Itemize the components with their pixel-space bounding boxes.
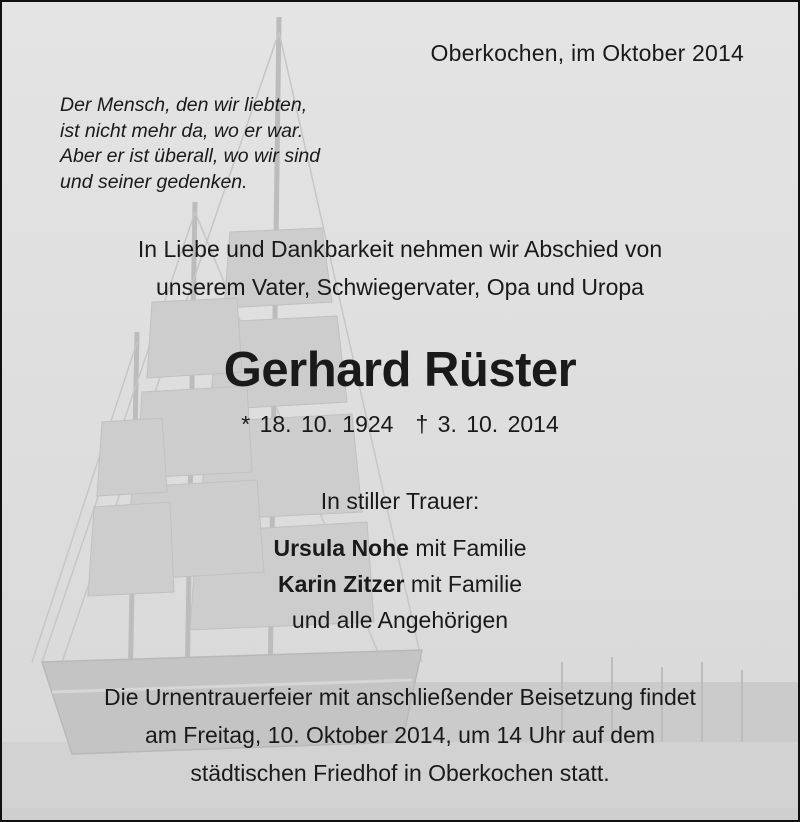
bottom-band <box>2 808 798 820</box>
mourners-list <box>2 530 798 638</box>
poem-line: ist nicht mehr da, wo er war. <box>60 119 304 142</box>
intro-line: In Liebe und Dankbarkeit nehmen wir Abschied von <box>137 236 663 262</box>
death-date: † 3. 10. 2014 <box>415 411 559 437</box>
ceremony-info <box>2 678 798 792</box>
mourners-closing: und alle Angehörigen <box>291 607 509 633</box>
ceremony-line: Die Urnentrauerfeier mit anschließender Beisetzung findet <box>104 684 696 710</box>
mourner-suffix: mit Familie <box>404 571 523 597</box>
farewell-intro <box>2 230 798 306</box>
poem-line: und seiner gedenken. <box>60 170 248 193</box>
poem-line: Aber er ist überall, wo wir sind <box>60 145 321 167</box>
mourner-name: Ursula Nohe <box>273 535 409 561</box>
mourning-label: In stiller Trauer: <box>320 488 480 514</box>
intro-line: unserem Vater, Schwiegervater, Opa und Uropa <box>156 274 644 300</box>
mourner-suffix: mit Familie <box>408 535 527 561</box>
poem-line: Der Mensch, den wir liebten, <box>60 94 308 116</box>
deceased-name: Gerhard Rüster <box>223 343 577 397</box>
mourner-entry <box>2 566 798 602</box>
birth-date: * 18. 10. 1924 <box>241 411 394 437</box>
ceremony-line: städtischen Friedhof in Oberkochen statt. <box>190 760 610 786</box>
ceremony-line: am Freitag, 10. Oktober 2014, um 14 Uhr auf dem <box>144 722 656 748</box>
poem-verse <box>60 93 320 195</box>
place-and-date: Oberkochen, im Oktober 2014 <box>430 40 744 66</box>
mourner-entry <box>2 530 798 566</box>
mourner-name: Karin Zitzer <box>277 571 405 597</box>
life-dates <box>2 411 798 438</box>
